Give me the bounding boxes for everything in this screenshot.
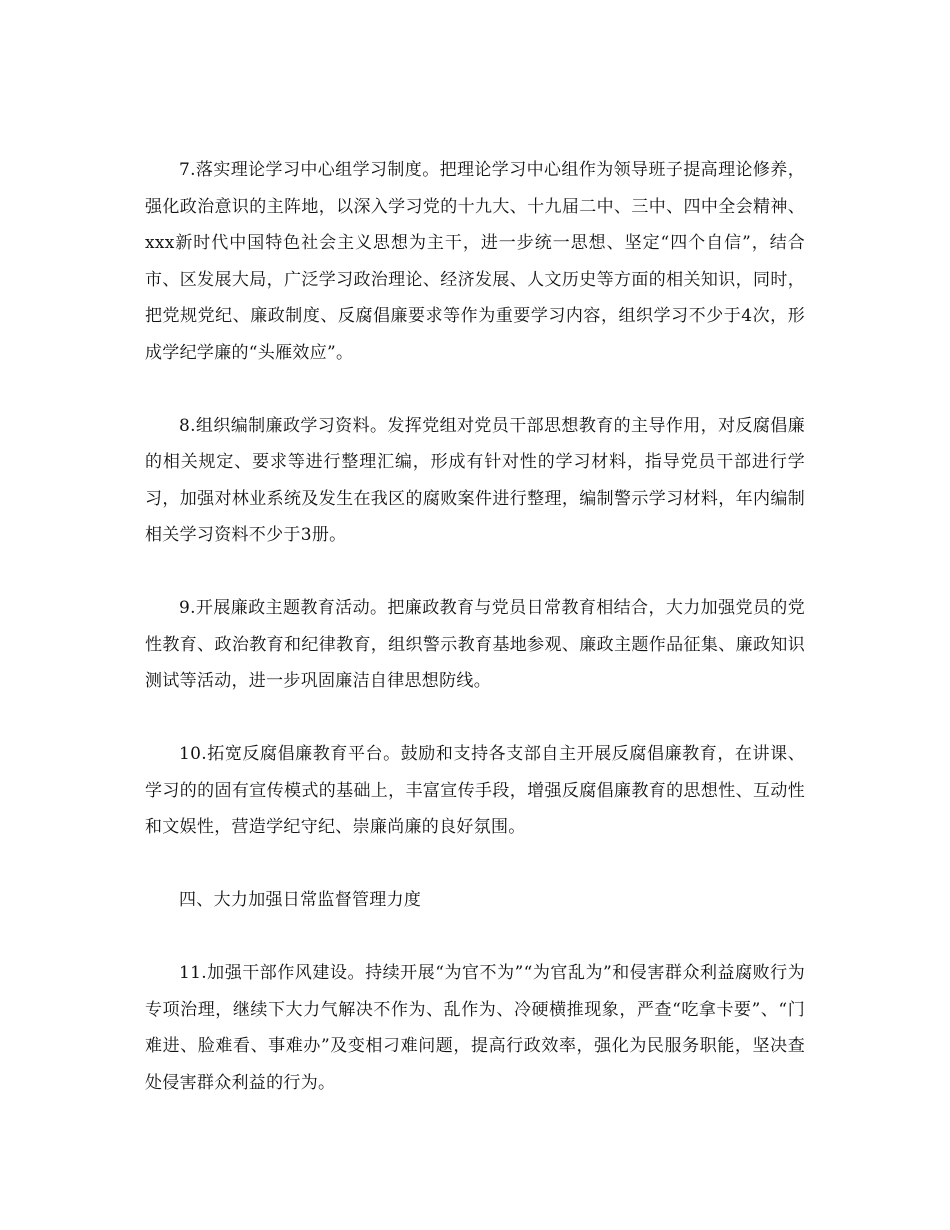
paragraph-10: 10.拓宽反腐倡廉教育平台。鼓励和支持各支部自主开展反腐倡廉教育，在讲课、学习的的固有宣传模式的基础上，丰富宣传手段，增强反腐倡廉教育的思想性、互动性和文娱性，营造学纪守纪、崇廉尚廉的良好氛围。 bbox=[145, 744, 805, 837]
paragraph-gap bbox=[145, 919, 805, 956]
paragraph-gap bbox=[145, 700, 805, 737]
paragraph-9: 9.开展廉政主题教育活动。把廉政教育与党员日常教育相结合，大力加强党员的党性教育、政治教育和纪律教育，组织警示教育基地参观、廉政主题作品征集、廉政知识测试等活动，进一步巩固廉洁自律思想防线。 bbox=[145, 598, 805, 691]
paragraph-gap bbox=[145, 371, 805, 408]
document-body bbox=[145, 152, 805, 1101]
paragraph-7: 7.落实理论学习中心组学习制度。把理论学习中心组作为领导班子提高理论修养，强化政治意识的主阵地，以深入学习党的十九大、十九届二中、三中、四中全会精神、xxx新时代中国特色社会主义思想为主干，进一步统一思想、坚定“四个自信”，结合市、区发展大局，广泛学习政治理论、经济发展、人文历史等方面的相关知识，同时，把党规党纪、廉政制度、反腐倡廉要求等作为重要学习内容，组织学习不少于4次，形成学纪学廉的“头雁效应”。 bbox=[145, 160, 805, 363]
paragraph-8: 8.组织编制廉政学习资料。发挥党组对党员干部思想教育的主导作用，对反腐倡廉的相关规定、要求等进行整理汇编，形成有针对性的学习材料，指导党员干部进行学习，加强对林业系统及发生在我区的腐败案件进行整理，编制警示学习材料，年内编制相关学习资料不少于3册。 bbox=[145, 415, 805, 545]
section-heading-4: 四、大力加强日常监督管理力度 bbox=[179, 890, 422, 910]
paragraph-11: 11.加强干部作风建设。持续开展“为官不为”“为官乱为”和侵害群众利益腐败行为专项治理，继续下大力气解决不作为、乱作为、冷硬横推现象，严查“吃拿卡要”、“门难进、脸难看、事难办”及变相刁难问题，提高行政效率，强化为民服务职能，坚决查处侵害群众利益的行为。 bbox=[145, 963, 805, 1093]
paragraph-gap bbox=[145, 846, 805, 883]
paragraph-gap bbox=[145, 554, 805, 591]
